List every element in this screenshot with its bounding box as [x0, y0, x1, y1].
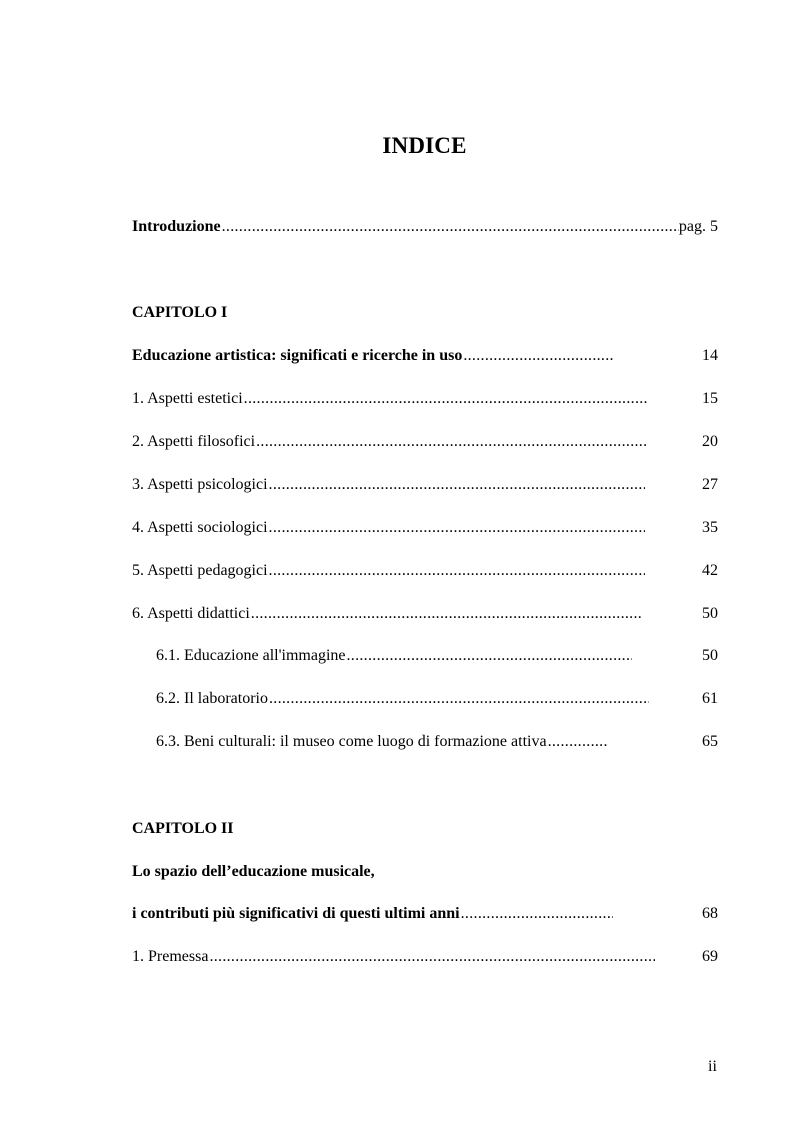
toc-entry-page: pag. 5	[678, 218, 718, 235]
chapter-2-title-line1: Lo spazio dell’educazione musicale,	[132, 863, 375, 880]
toc-entry-introduzione[interactable]	[132, 216, 718, 238]
dot-leader	[463, 345, 613, 367]
dot-leader	[209, 946, 655, 968]
dot-leader	[269, 560, 645, 582]
toc-entry-page: 69	[702, 948, 718, 965]
toc-entry-text: i contributi più significativi di questi ultimi anni	[132, 905, 460, 922]
toc-entry-page: 20	[702, 433, 718, 450]
toc-entry-text: 6.1. Educazione all'immagine	[156, 647, 346, 664]
toc-subentry[interactable]	[156, 645, 718, 667]
dot-leader	[256, 431, 646, 453]
toc-entry-text: 4. Aspetti sociologici	[132, 519, 268, 536]
toc-entry-page: 35	[702, 519, 718, 536]
toc-entry-text: 5. Aspetti pedagogici	[132, 562, 268, 579]
toc-entry-text: 1. Premessa	[132, 948, 209, 965]
toc-entry-chapter-1-title[interactable]	[132, 345, 718, 367]
toc-entry-page: 42	[702, 562, 718, 579]
toc-entry[interactable]	[132, 388, 718, 410]
dot-leader	[244, 388, 648, 410]
dot-leader	[269, 688, 649, 710]
chapter-1-label: CAPITOLO I	[132, 304, 228, 321]
toc-subentry[interactable]	[156, 731, 718, 753]
toc-entry[interactable]	[132, 517, 718, 539]
dot-leader	[548, 731, 608, 753]
toc-entry[interactable]	[132, 474, 718, 496]
dot-leader	[222, 216, 679, 238]
toc-entry-text: 2. Aspetti filosofici	[132, 433, 256, 450]
dot-leader	[269, 474, 645, 496]
toc-entry-page: 27	[702, 476, 718, 493]
toc-entry-page: 68	[702, 905, 718, 922]
dot-leader	[461, 903, 613, 925]
page-number: ii	[708, 1058, 717, 1075]
toc-entry-page: 50	[702, 647, 718, 664]
dot-leader	[251, 603, 643, 625]
toc-entry-text: 3. Aspetti psicologici	[132, 476, 268, 493]
dot-leader	[269, 517, 645, 539]
chapter-2-label: CAPITOLO II	[132, 820, 234, 837]
toc-entry-text: Introduzione	[132, 218, 221, 235]
toc-entry-chapter-2-title[interactable]	[132, 903, 718, 925]
toc-entry-page: 61	[702, 690, 718, 707]
toc-entry-text: 6.2. Il laboratorio	[156, 690, 268, 707]
toc-subentry[interactable]	[156, 688, 718, 710]
page-title: INDICE	[382, 133, 467, 158]
toc-entry-text: Educazione artistica: significati e ricerche in uso	[132, 347, 463, 364]
toc-entry-page: 15	[702, 390, 718, 407]
toc-entry-page: 50	[702, 605, 718, 622]
toc-entry[interactable]	[132, 946, 718, 968]
toc-entry-text: 6.3. Beni culturali: il museo come luogo di formazione attiva	[156, 733, 547, 750]
toc-entry-page: 14	[702, 347, 718, 364]
toc-entry-page: 65	[702, 733, 718, 750]
toc-entry[interactable]	[132, 603, 718, 625]
toc-entry[interactable]	[132, 560, 718, 582]
toc-entry-text: 6. Aspetti didattici	[132, 605, 250, 622]
toc-entry[interactable]	[132, 431, 718, 453]
toc-entry-text: 1. Aspetti estetici	[132, 390, 243, 407]
dot-leader	[346, 645, 632, 667]
